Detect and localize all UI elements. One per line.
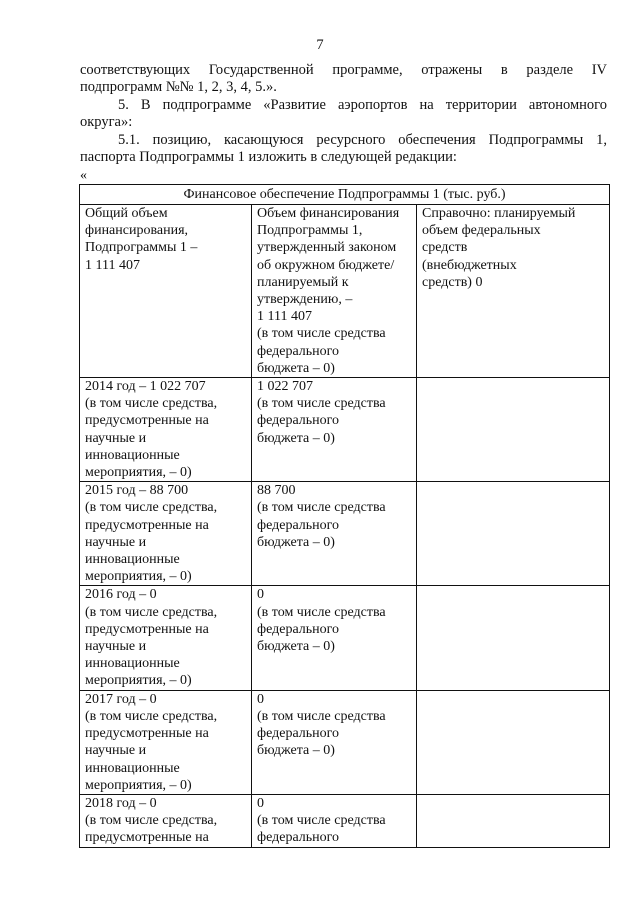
cell-line: научные и: [85, 430, 147, 446]
cell-line: федерального: [257, 726, 340, 742]
cell-line: (в том числе средства: [257, 604, 386, 620]
header-cell-total: [80, 205, 252, 378]
empty-cell: [417, 378, 610, 482]
cell-line: 1 111 407: [85, 257, 140, 273]
cell-line: средств: [422, 240, 468, 256]
amount-cell: [252, 794, 417, 847]
page-number: 7: [316, 37, 324, 53]
empty-cell: [417, 690, 610, 794]
cell-line: бюджета – 0): [257, 743, 335, 759]
cell-line: (в том числе средства,: [85, 604, 218, 620]
cell-line: федерального: [257, 413, 340, 429]
cell-line: федерального: [257, 517, 340, 533]
financing-table: [79, 184, 610, 848]
cell-line: бюджета – 0): [257, 430, 335, 446]
table-row: [80, 482, 610, 586]
table-row: [80, 690, 610, 794]
header-cell-approved: [252, 205, 417, 378]
cell-line: федерального: [257, 621, 340, 637]
cell-line: инновационные: [85, 760, 180, 776]
cell-line: (в том числе средства: [257, 326, 386, 342]
table-row: [80, 794, 610, 847]
cell-line: Объем финансирования: [257, 206, 400, 221]
cell-line: (в том числе средства,: [85, 708, 218, 724]
cell-line: 1 111 407: [257, 309, 312, 325]
cell-line: (в том числе средства,: [85, 500, 218, 516]
cell-line: 1 022 707: [257, 379, 313, 395]
cell-line: (в том числе средства,: [85, 813, 218, 829]
cell-line: (внебюджетных: [422, 257, 517, 273]
cell-line: бюджета – 0): [257, 639, 335, 655]
year-cell: [80, 690, 252, 794]
cell-line: научные и: [85, 743, 147, 759]
amount-cell: [252, 482, 417, 586]
cell-line: Общий объем: [85, 206, 168, 221]
cell-line: об окружном бюджете/: [257, 257, 395, 273]
table-caption-row: [80, 185, 610, 205]
cell-line: (в том числе средства: [257, 396, 386, 412]
empty-cell: [417, 482, 610, 586]
cell-line: бюджета – 0): [257, 360, 335, 376]
table-row: [80, 586, 610, 690]
cell-line: 0: [257, 795, 264, 811]
cell-line: бюджета – 0): [257, 534, 335, 550]
cell-line: Справочно: планируемый: [422, 206, 576, 221]
amount-cell: [252, 690, 417, 794]
header-cell-reference: [417, 205, 610, 378]
paragraph-line: соответствующих Государственной программе, отражены в разделе IV: [80, 62, 607, 78]
cell-line: мероприятия, – 0): [85, 673, 192, 689]
cell-line: утверждению, –: [257, 292, 353, 308]
paragraph-line: паспорта Подпрограммы 1 изложить в следующей редакции:: [80, 149, 457, 165]
cell-line: Подпрограммы 1 –: [85, 240, 198, 256]
cell-line: мероприятия, – 0): [85, 569, 192, 585]
paragraph-line: подпрограмм №№ 1, 2, 3, 4, 5.».: [80, 79, 277, 95]
cell-line: 2014 год – 1 022 707: [85, 379, 206, 395]
year-cell: [80, 794, 252, 847]
cell-line: 2016 год – 0: [85, 587, 157, 603]
cell-line: инновационные: [85, 552, 180, 568]
table-row: [80, 378, 610, 482]
paragraph-section-5-1: [80, 132, 607, 166]
cell-line: предусмотренные на: [85, 726, 209, 742]
year-cell: [80, 482, 252, 586]
cell-line: (в том числе средства: [257, 500, 386, 516]
cell-line: утвержденный законом: [257, 240, 397, 256]
cell-line: инновационные: [85, 656, 180, 672]
paragraph-line: 5. В подпрограмме «Развитие аэропортов на территории автономного: [118, 97, 607, 113]
empty-cell: [417, 794, 610, 847]
cell-line: федерального: [257, 830, 340, 846]
amount-cell: [252, 378, 417, 482]
paragraph-continuation: [80, 62, 607, 96]
cell-line: научные и: [85, 534, 147, 550]
cell-line: инновационные: [85, 447, 180, 463]
cell-line: финансирования,: [85, 223, 189, 239]
cell-line: 2015 год – 88 700: [85, 483, 189, 499]
cell-line: (в том числе средства: [257, 708, 386, 724]
cell-line: планируемый к: [257, 274, 349, 290]
cell-line: 2017 год – 0: [85, 691, 157, 707]
cell-line: мероприятия, – 0): [85, 465, 192, 481]
table-caption: Финансовое обеспечение Подпрограммы 1 (тыс. руб.): [80, 185, 610, 205]
cell-line: (в том числе средства,: [85, 396, 218, 412]
paragraph-line: округа»:: [80, 114, 133, 130]
cell-line: научные и: [85, 639, 147, 655]
cell-line: 2018 год – 0: [85, 795, 157, 811]
cell-line: предусмотренные на: [85, 517, 209, 533]
paragraph-section-5: [80, 97, 607, 131]
cell-line: предусмотренные на: [85, 830, 209, 846]
cell-line: мероприятия, – 0): [85, 777, 192, 793]
cell-line: 0: [257, 691, 264, 707]
year-cell: [80, 586, 252, 690]
cell-line: Подпрограммы 1,: [257, 223, 363, 239]
table-header-row: [80, 205, 610, 378]
cell-line: предусмотренные на: [85, 413, 209, 429]
cell-line: 0: [257, 587, 264, 603]
opening-quote-mark: «: [80, 168, 87, 183]
year-cell: [80, 378, 252, 482]
cell-line: (в том числе средства: [257, 813, 386, 829]
cell-line: объем федеральных: [422, 223, 541, 239]
cell-line: предусмотренные на: [85, 621, 209, 637]
empty-cell: [417, 586, 610, 690]
paragraph-line: 5.1. позицию, касающуюся ресурсного обеспечения Подпрограммы 1,: [118, 132, 607, 148]
cell-line: федерального: [257, 343, 340, 359]
amount-cell: [252, 586, 417, 690]
cell-line: средств) 0: [422, 274, 483, 290]
cell-line: 88 700: [257, 483, 296, 499]
